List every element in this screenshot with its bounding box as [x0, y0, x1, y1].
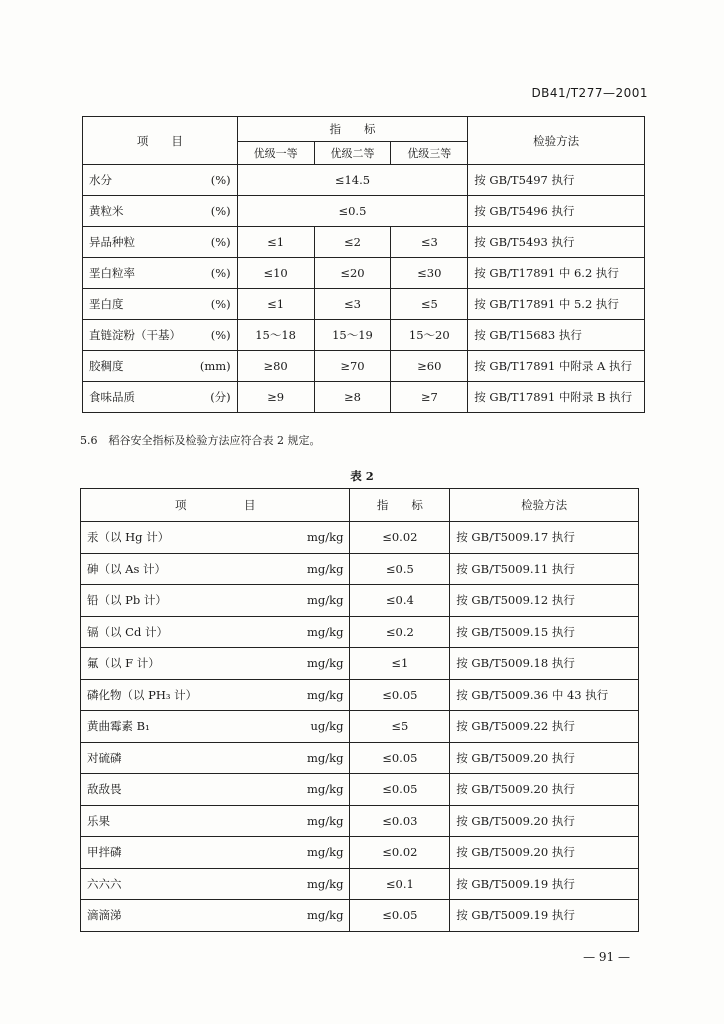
t1-grade-3: 优级三等	[391, 142, 468, 165]
row-value: ≤0.03	[350, 805, 450, 837]
row-name: 甲拌磷	[87, 845, 122, 860]
table-row	[81, 774, 639, 806]
row-name: 食味品质	[89, 390, 135, 404]
row-unit: (%)	[210, 328, 231, 342]
row-name: 水分	[89, 173, 112, 187]
table-row	[81, 679, 639, 711]
table-row	[83, 351, 645, 382]
row-unit: mg/kg	[306, 908, 344, 923]
row-grade-3: 15～20	[391, 320, 468, 351]
table-row	[81, 648, 639, 680]
table-row	[81, 711, 639, 743]
row-method: 按 GB/T5009.20 执行	[450, 742, 639, 774]
row-grade-1: ≤1	[237, 227, 314, 258]
row-unit: (%)	[210, 235, 231, 249]
row-value: ≤0.1	[350, 868, 450, 900]
row-method: 按 GB/T5009.17 执行	[450, 522, 639, 554]
row-grade-1: ≤1	[237, 289, 314, 320]
row-unit: (%)	[210, 204, 231, 218]
row-grade-3: ≥60	[391, 351, 468, 382]
row-value: ≤5	[350, 711, 450, 743]
table-row	[81, 616, 639, 648]
row-method: 按 GB/T5009.36 中 43 执行	[450, 679, 639, 711]
table-row	[81, 900, 639, 932]
table-row	[83, 289, 645, 320]
section-5-6-paragraph: 5.6 稻谷安全指标及检验方法应符合表 2 规定。	[80, 434, 321, 447]
row-method: 按 GB/T5009.20 执行	[450, 837, 639, 869]
row-value: ≤0.05	[350, 679, 450, 711]
row-grade-3: ≥7	[391, 382, 468, 413]
row-name: 乐果	[87, 813, 110, 828]
row-name: 磷化物（以 PH₃ 计）	[87, 687, 198, 702]
row-value: ≤0.05	[350, 900, 450, 932]
row-name: 砷（以 As 计）	[87, 561, 167, 576]
row-value: ≤0.5	[350, 553, 450, 585]
row-method: 按 GB/T17891 中附录 A 执行	[468, 351, 645, 382]
row-name: 垩白度	[89, 297, 124, 311]
table-row	[83, 382, 645, 413]
row-name: 氟（以 F 计）	[87, 656, 160, 671]
t1-grade-2: 优级二等	[314, 142, 391, 165]
table-row	[81, 742, 639, 774]
t1-header-item: 项 目	[83, 117, 238, 165]
t1-header-indicator: 指 标	[237, 117, 468, 142]
table2-caption: 表 2	[350, 469, 374, 483]
safety-indicator-table	[80, 488, 639, 932]
row-name: 滴滴涕	[87, 908, 122, 923]
standard-code: DB41/T277—2001	[531, 86, 648, 100]
row-method: 按 GB/T5493 执行	[468, 227, 645, 258]
row-unit: mg/kg	[306, 845, 344, 860]
row-grade-3: ≤5	[391, 289, 468, 320]
row-method: 按 GB/T17891 中附录 B 执行	[468, 382, 645, 413]
quality-indicator-table	[82, 116, 645, 413]
row-unit: mg/kg	[306, 561, 344, 576]
row-grade-1: ≤10	[237, 258, 314, 289]
row-grade-1: 15～18	[237, 320, 314, 351]
row-method: 按 GB/T5009.12 执行	[450, 585, 639, 617]
row-grade-2: ≥8	[314, 382, 391, 413]
row-name: 黄曲霉素 B₁	[87, 719, 150, 734]
row-method: 按 GB/T5009.18 执行	[450, 648, 639, 680]
row-unit: mg/kg	[306, 656, 344, 671]
row-unit: (分)	[210, 390, 231, 404]
table-row	[81, 868, 639, 900]
row-unit: mg/kg	[306, 782, 344, 797]
row-value: ≤0.5	[237, 196, 468, 227]
row-unit: mg/kg	[306, 687, 344, 702]
row-method: 按 GB/T5009.15 执行	[450, 616, 639, 648]
t1-grade-1: 优级一等	[237, 142, 314, 165]
table-row	[81, 553, 639, 585]
row-unit: mg/kg	[306, 813, 344, 828]
t2-header-method: 检验方法	[450, 489, 639, 522]
row-method: 按 GB/T17891 中 5.2 执行	[468, 289, 645, 320]
row-grade-3: ≤3	[391, 227, 468, 258]
row-unit: ug/kg	[310, 719, 344, 734]
row-name: 异品种粒	[89, 235, 135, 249]
row-value: ≤1	[350, 648, 450, 680]
table-row	[83, 196, 645, 227]
row-method: 按 GB/T5009.11 执行	[450, 553, 639, 585]
row-unit: (mm)	[199, 359, 231, 373]
row-grade-2: 15～19	[314, 320, 391, 351]
row-method: 按 GB/T5009.20 执行	[450, 774, 639, 806]
row-unit: mg/kg	[306, 750, 344, 765]
row-grade-3: ≤30	[391, 258, 468, 289]
row-value: ≤0.4	[350, 585, 450, 617]
row-name: 汞（以 Hg 计）	[87, 530, 170, 545]
table-row	[83, 320, 645, 351]
table-row	[83, 227, 645, 258]
table-row	[81, 585, 639, 617]
row-name: 六六六	[87, 876, 122, 891]
row-method: 按 GB/T15683 执行	[468, 320, 645, 351]
row-unit: (%)	[210, 173, 231, 187]
row-unit: (%)	[210, 266, 231, 280]
row-name: 直链淀粉（干基）	[89, 328, 181, 342]
row-unit: mg/kg	[306, 530, 344, 545]
row-name: 胶稠度	[89, 359, 124, 373]
row-grade-2: ≤3	[314, 289, 391, 320]
row-name: 铅（以 Pb 计）	[87, 593, 167, 608]
row-value: ≤0.05	[350, 742, 450, 774]
row-grade-2: ≤20	[314, 258, 391, 289]
row-unit: mg/kg	[306, 624, 344, 639]
row-grade-2: ≥70	[314, 351, 391, 382]
row-unit: mg/kg	[306, 593, 344, 608]
row-value: ≤0.05	[350, 774, 450, 806]
t2-header-item: 项 目	[81, 489, 350, 522]
row-name: 黄粒米	[89, 204, 124, 218]
row-value: ≤0.2	[350, 616, 450, 648]
row-name: 对硫磷	[87, 750, 122, 765]
table-row	[83, 165, 645, 196]
table-row	[83, 258, 645, 289]
page-number: — 91 —	[583, 950, 630, 964]
table-row	[81, 837, 639, 869]
table-row	[81, 522, 639, 554]
row-grade-1: ≥80	[237, 351, 314, 382]
row-method: 按 GB/T5009.22 执行	[450, 711, 639, 743]
row-name: 敌敌畏	[87, 782, 122, 797]
row-value: ≤14.5	[237, 165, 468, 196]
row-value: ≤0.02	[350, 837, 450, 869]
t1-header-method: 检验方法	[468, 117, 645, 165]
row-unit: (%)	[210, 297, 231, 311]
row-method: 按 GB/T5009.20 执行	[450, 805, 639, 837]
row-grade-1: ≥9	[237, 382, 314, 413]
row-method: 按 GB/T17891 中 6.2 执行	[468, 258, 645, 289]
row-name: 垩白粒率	[89, 266, 135, 280]
row-method: 按 GB/T5497 执行	[468, 165, 645, 196]
row-method: 按 GB/T5009.19 执行	[450, 900, 639, 932]
table-row	[81, 805, 639, 837]
row-grade-2: ≤2	[314, 227, 391, 258]
t2-header-indicator: 指 标	[350, 489, 450, 522]
row-value: ≤0.02	[350, 522, 450, 554]
row-name: 镉（以 Cd 计）	[87, 624, 168, 639]
row-unit: mg/kg	[306, 876, 344, 891]
row-method: 按 GB/T5009.19 执行	[450, 868, 639, 900]
row-method: 按 GB/T5496 执行	[468, 196, 645, 227]
